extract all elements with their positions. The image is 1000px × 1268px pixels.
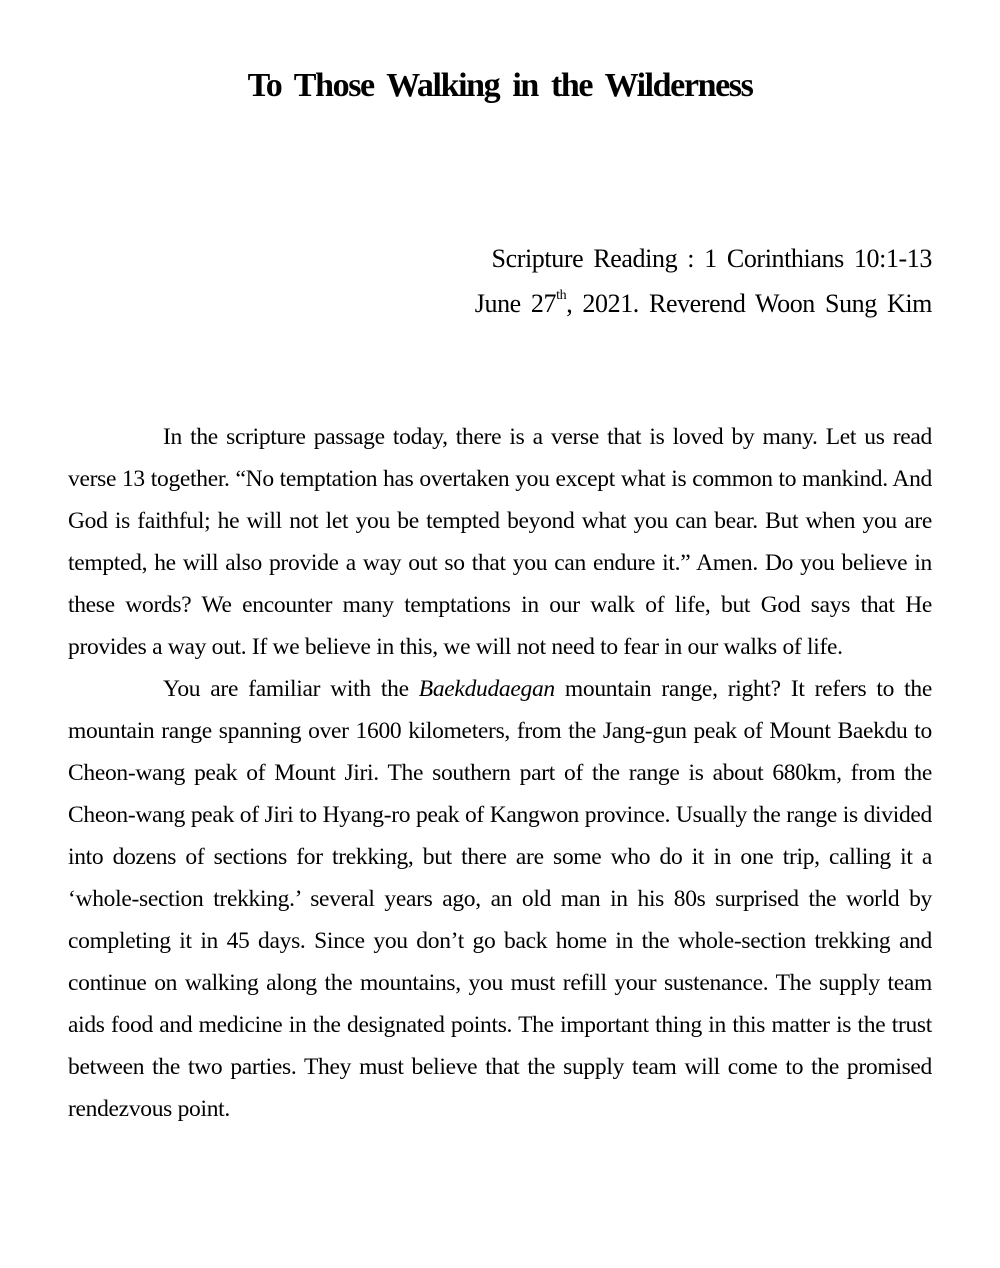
italic-term-baekdudaegan: Baekdudaegan bbox=[418, 676, 555, 702]
sermon-title: To Those Walking in the Wilderness bbox=[247, 67, 753, 104]
date-ordinal-suffix: th bbox=[556, 288, 567, 304]
scripture-reading: Scripture Reading : 1 Corinthians 10:1-13 bbox=[491, 244, 932, 273]
date-year-author: , 2021. Reverend Woon Sung Kim bbox=[566, 289, 932, 318]
paragraph-2-intro: You are familiar with the bbox=[163, 676, 419, 702]
sermon-meta bbox=[475, 236, 932, 326]
sermon-body bbox=[68, 416, 932, 1130]
body-paragraph-2 bbox=[68, 668, 932, 1130]
date-month-day: June 27 bbox=[474, 289, 557, 318]
body-paragraph-1: In the scripture passage today, there is a verse that is loved by many. Let us read verse 13 together. “No temptation has overtaken you except what is common to mankind. And God is faithful; he will not let you be tempted beyond what you can bear. But when you are tempted, he will also provide a way out so that you can endure it.” Amen. Do you believe in these words? We encounter many temptations in our walk of life, but God says that He provides a way out. If we believe in this, we will not need to fear in our walks of life. bbox=[68, 424, 932, 660]
sermon-date-author bbox=[475, 281, 932, 326]
paragraph-2-rest: mountain range, right? It refers to the mountain range spanning over 1600 kilometers, from the Jang-gun peak of Mount Baekdu to Cheon-wang peak of Mount Jiri. The southern part of the range is about 680km, from the Cheon-wang peak of Jiri to Hyang-ro peak of Kangwon province. Usually the range is divided into dozens of sections for trekking, but there are some who do it in one trip, calling it a ‘whole-section trekking.’ several years ago, an old man in his 80s surprised the world by completing it in 45 days. Since you don’t go back home in the whole-section trekking and continue on walking along the mountains, you must refill your sustenance. The supply team aids food and medicine in the designated points. The important thing in this matter is the trust between the two parties. They must believe that the supply team will come to the promised rendezvous point. bbox=[68, 676, 932, 1122]
